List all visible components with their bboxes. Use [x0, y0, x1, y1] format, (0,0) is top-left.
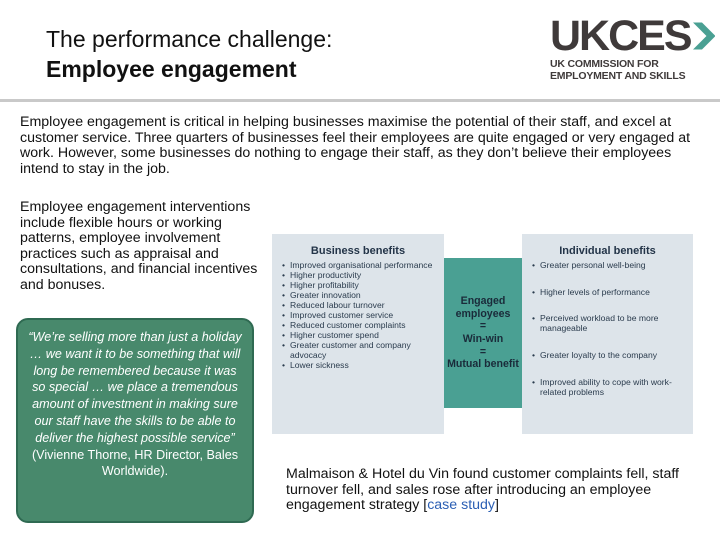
win-win-label: Win-win [462, 333, 504, 345]
business-benefit-item: • Higher profitability [282, 280, 438, 290]
business-benefit-item: • Reduced labour turnover [282, 300, 438, 310]
individual-benefit-item: • Perceived workload to be more manageable [532, 313, 687, 333]
logo-wordmark: UKCES [550, 12, 691, 60]
interventions-paragraph: Employee engagement interventions include flexible hours or working patterns, employee involvement practices such as appraisal and consultations, and financial incentives and bonuses. [20, 199, 258, 293]
individual-benefit-item: • Greater loyalty to the company [532, 350, 687, 360]
title-line-2: Employee engagement [46, 56, 297, 82]
ukces-logo [550, 14, 715, 82]
case-study-text: Malmaison & Hotel du Vin found customer complaints fell, staff turnover fell, and sales rose after introducing an employee engagement strategy [ [286, 466, 679, 514]
arrow-icon [693, 18, 715, 54]
business-benefit-item: • Improved customer service [282, 310, 438, 320]
individual-benefits-panel [522, 234, 693, 434]
title-line-1: The performance challenge: [46, 26, 333, 52]
case-study-link[interactable]: case study [427, 497, 496, 514]
case-study-close: ] [495, 497, 499, 514]
individual-benefit-item: • Greater personal well-being [532, 260, 687, 270]
quote-attribution: (Vivienne Thorne, HR Director, Bales Worldwide). [31, 447, 239, 479]
equals-sign: = [479, 345, 487, 358]
business-benefit-item: • Higher productivity [282, 270, 438, 280]
win-win-panel [444, 258, 522, 408]
engaged-employees-label: Engaged employees [455, 295, 511, 320]
individual-benefit-item: • Improved ability to cope with work-related problems [532, 377, 687, 397]
business-benefits-list [272, 260, 444, 370]
individual-benefit-item: • Higher levels of performance [532, 287, 687, 297]
business-benefits-title: Business benefits [310, 245, 406, 257]
title-divider [0, 99, 720, 102]
individual-benefits-list [522, 260, 693, 397]
business-benefit-item: • Higher customer spend [282, 330, 438, 340]
business-benefit-item: • Reduced customer complaints [282, 320, 438, 330]
individual-benefits-title: Individual benefits [559, 245, 656, 257]
quote-box [16, 318, 254, 523]
mutual-benefit-label: Mutual benefit [447, 358, 519, 371]
business-benefit-item: • Improved organisational performance [282, 260, 438, 270]
slide-title [46, 24, 332, 84]
quote-body: “We’re selling more than just a holiday … we want it to be something that will long be remembered because it was so special … we place a tremendous amount of investment in making sure our staff have the skills to be able to deliver the highest possible service” [28, 330, 242, 445]
case-study-paragraph [286, 467, 706, 514]
logo-subtitle-1: UK COMMISSION FOR [550, 58, 659, 70]
logo-subtitle-2: EMPLOYMENT AND SKILLS [550, 70, 686, 82]
business-benefits-panel [272, 234, 444, 434]
business-benefit-item: • Greater customer and company advocacy [282, 340, 438, 360]
equals-sign: = [479, 320, 487, 333]
benefits-diagram [272, 234, 693, 434]
quote-text [28, 329, 242, 480]
business-benefit-item: • Greater innovation [282, 290, 438, 300]
business-benefit-item: • Lower sickness [282, 360, 438, 370]
intro-paragraph: Employee engagement is critical in helping businesses maximise the potential of their staff, and excel at customer service. Three quarters of businesses feel their employees are quite engaged or very engaged at work. However, some businesses do nothing to engage their staff, as they don’t believe their employees intend to stay in the job. [20, 114, 691, 177]
